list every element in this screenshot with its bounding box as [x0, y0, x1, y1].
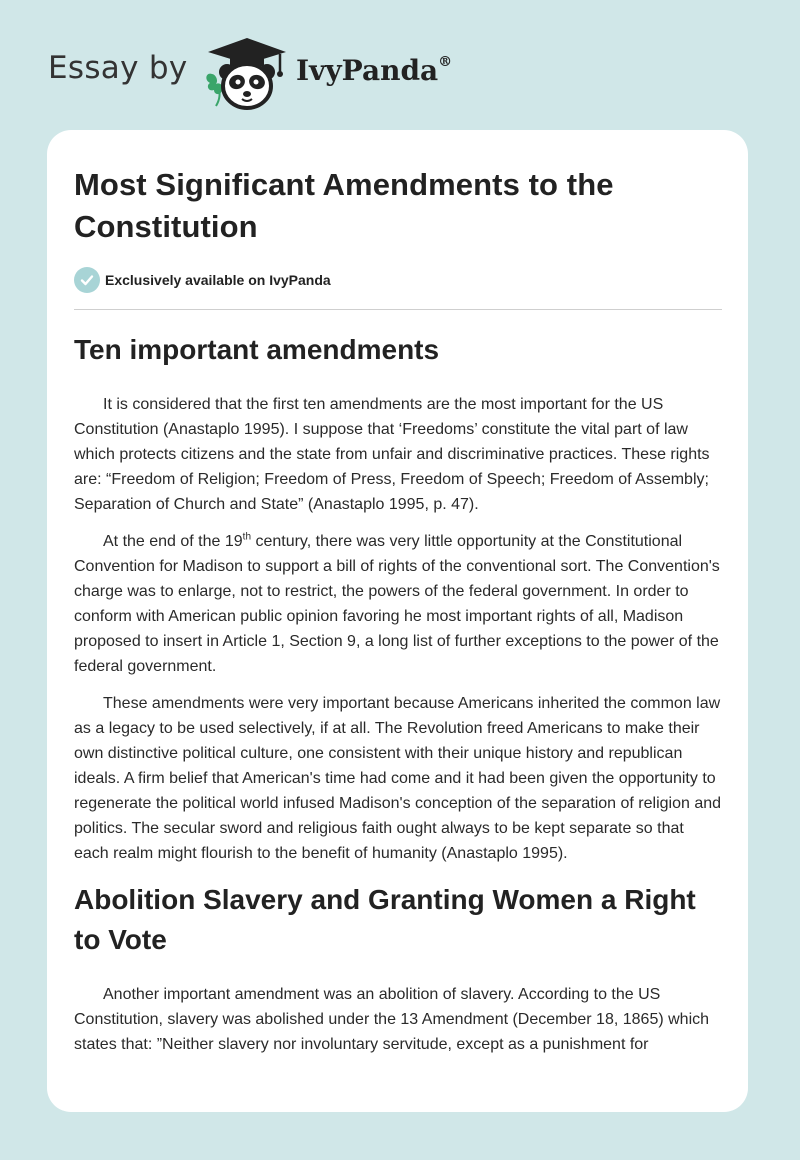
- paragraph-text: At the end of the 19: [103, 533, 243, 550]
- ivypanda-logo-icon[interactable]: [200, 34, 294, 112]
- essay-content: [74, 130, 722, 1057]
- exclusive-badge: [74, 266, 722, 294]
- title-divider: [74, 309, 722, 310]
- essay-card: [47, 130, 748, 1112]
- ordinal-suffix: th: [242, 531, 252, 543]
- registered-mark: ®: [438, 53, 453, 70]
- brand-text: IvyPanda: [296, 54, 439, 87]
- essay-by-label: Essay by: [48, 50, 188, 86]
- paragraph: These amendments were very important because Americans inherited the common law as a legacy to be used selectively, if at all. The Revolution freed Americans to make their own distinctive political culture, one consistent with their unique history and republican ideals. A firm belief that American's time had come and it had been given the opportunity to regenerate the political world infused Madison's conception of the separation of religion and politics. The secular sword and religious faith ought always to be kept separate so that each realm might flourish to the benefit of humanity (Anastaplo 1995).: [74, 695, 722, 862]
- paragraph: Another important amendment was an abolition of slavery. According to the US Constitution, slavery was abolished under the 13 Amendment (December 18, 1865) which states that: ”Neither slavery nor involuntary servitude, except as a punishment for: [74, 986, 710, 1053]
- paragraph: It is considered that the first ten amendments are the most important for the US Constitution (Anastaplo 1995). I suppose that ‘Freedoms’ constitute the vital part of law which protects citizens and the state from unfair and discriminative practices. These rights are: “Freedom of Religion; Freedom of Press, Freedom of Speech; Freedom of Assembly; Separation of Church and State” (Anastaplo 1995, p. 47).: [74, 396, 710, 513]
- paragraph-text: century, there was very little opportunity at the Constitutional Convention for Madison to support a bill of rights of the conventional sort. The Convention's charge was to enlarge, not to restrict, the powers of the federal government. In order to conform with American public opinion favoring he most important rights of all, Madison proposed to insert in Article 1, Section 9, a long list of further exceptions to the power of the federal government.: [74, 533, 720, 675]
- section-heading-ten-amendments: Ten important amendments: [74, 334, 440, 365]
- site-header: [0, 0, 800, 130]
- exclusive-badge-label: Exclusively available on IvyPanda: [105, 272, 331, 288]
- ivypanda-brand-name[interactable]: [296, 54, 452, 87]
- section-heading-abolition: Abolition Slavery and Granting Women a Right to Vote: [74, 884, 696, 955]
- check-icon: [74, 267, 100, 293]
- paragraph: [74, 529, 722, 679]
- essay-title: Most Significant Amendments to the Constitution: [74, 167, 614, 244]
